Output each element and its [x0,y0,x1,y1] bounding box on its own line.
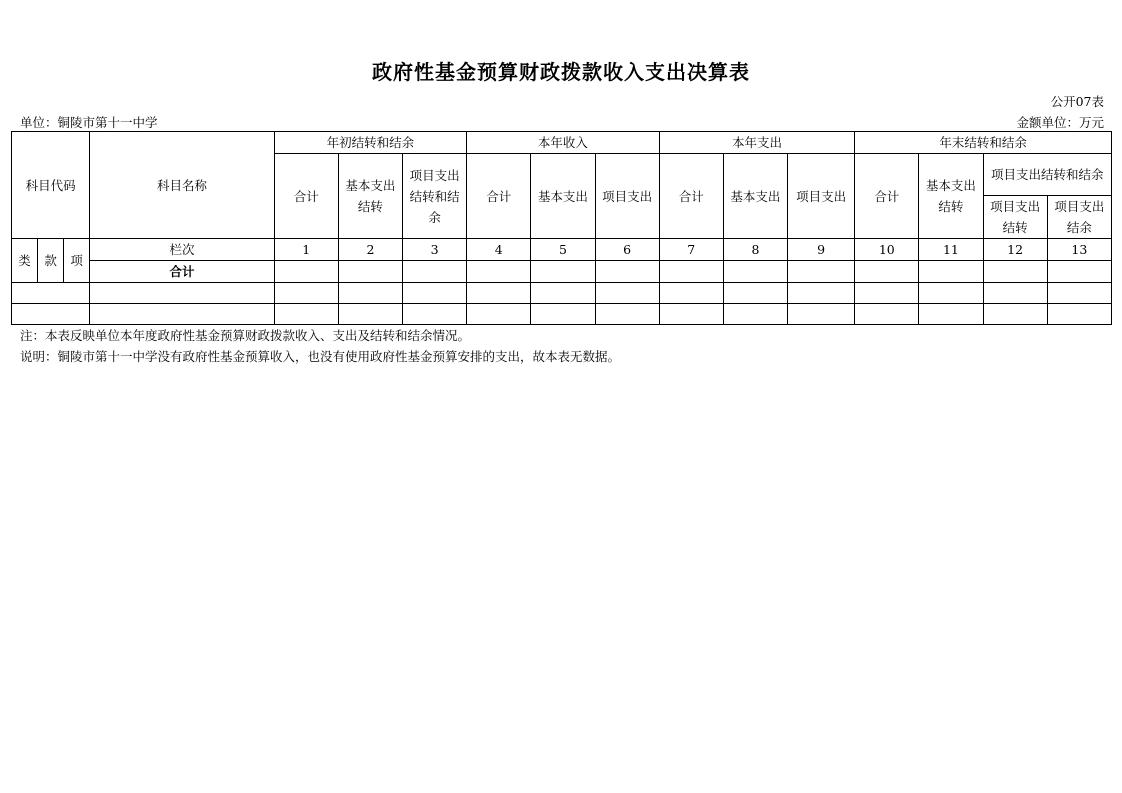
table-cell [90,283,274,304]
table-cell [723,261,787,283]
column-number: 6 [595,239,659,261]
header-expense-project: 项目支出 [788,154,855,239]
header-kuan: 款 [38,239,64,283]
table-cell [467,283,531,304]
column-number: 9 [788,239,855,261]
table-cell [274,304,338,325]
table-cell [338,304,402,325]
column-number: 4 [467,239,531,261]
table-cell [1047,304,1111,325]
header-income-project: 项目支出 [595,154,659,239]
table-cell [595,304,659,325]
budget-table [11,131,1112,325]
header-end-project-carry: 项目支出结转 [983,196,1047,239]
table-cell [12,304,90,325]
table-cell [595,261,659,283]
table-cell [919,283,983,304]
header-income-basic: 基本支出 [531,154,595,239]
table-cell [403,283,467,304]
table-cell [983,283,1047,304]
page-title: 政府性基金预算财政拨款收入支出决算表 [372,60,750,84]
total-row-label: 合计 [90,261,274,283]
column-number: 3 [403,239,467,261]
table-cell [1047,261,1111,283]
header-end-total: 合计 [855,154,919,239]
table-cell [659,261,723,283]
header-row-1 [12,132,1112,154]
column-number: 1 [274,239,338,261]
table-cell [983,304,1047,325]
table-cell [531,261,595,283]
amount-unit: 金额单位：万元 [1016,115,1104,130]
header-group-begin: 年初结转和结余 [274,132,467,154]
column-number: 11 [919,239,983,261]
table-cell [467,261,531,283]
column-number: 2 [338,239,402,261]
table-explanation: 说明：铜陵市第十一中学没有政府性基金预算收入，也没有使用政府性基金预算安排的支出，故本表无数据。 [20,349,621,364]
table-cell [274,283,338,304]
column-number: 5 [531,239,595,261]
table-cell [788,261,855,283]
table-cell [788,283,855,304]
column-number: 10 [855,239,919,261]
table-note: 注：本表反映单位本年度政府性基金预算财政拨款收入、支出及结转和结余情况。 [20,328,471,343]
table-cell [855,261,919,283]
header-end-project-balance: 项目支出结余 [1047,196,1111,239]
column-number: 7 [659,239,723,261]
table-cell [723,304,787,325]
table-row [12,283,1112,304]
table-cell [90,304,274,325]
table-cell [531,283,595,304]
table-cell [531,304,595,325]
column-number: 12 [983,239,1047,261]
table-cell [403,304,467,325]
header-end-basic-carry: 基本支出结转 [919,154,983,239]
header-expense-total: 合计 [659,154,723,239]
header-begin-basic-carry: 基本支出结转 [338,154,402,239]
header-group-income: 本年收入 [467,132,660,154]
table-cell [595,283,659,304]
header-name: 科目名称 [90,132,274,239]
table-cell [12,283,90,304]
table-cell [403,261,467,283]
table-cell [855,283,919,304]
header-xiang: 项 [64,239,90,283]
header-end-project-carry-balance: 项目支出结转和结余 [983,154,1111,196]
table-cell [274,261,338,283]
total-row [12,261,1112,283]
header-lanci: 栏次 [90,239,274,261]
table-cell [1047,283,1111,304]
table-cell [338,261,402,283]
table-cell [919,304,983,325]
table-cell [919,261,983,283]
table-cell [338,283,402,304]
column-number: 8 [723,239,787,261]
header-group-expense: 本年支出 [659,132,855,154]
table-row [12,304,1112,325]
header-group-end: 年末结转和结余 [855,132,1112,154]
table-cell [659,304,723,325]
table-cell [467,304,531,325]
column-number-row [12,239,1112,261]
table-cell [723,283,787,304]
table-number: 公开07表 [1050,94,1104,109]
header-lei: 类 [12,239,38,283]
table-cell [788,304,855,325]
header-income-total: 合计 [467,154,531,239]
table-cell [855,304,919,325]
header-begin-project-carry-balance: 项目支出结转和结余 [403,154,467,239]
column-number: 13 [1047,239,1111,261]
table-cell [659,283,723,304]
header-begin-total: 合计 [274,154,338,239]
header-code: 科目代码 [12,132,90,239]
table-cell [983,261,1047,283]
reporting-unit: 单位：铜陵市第十一中学 [20,115,158,130]
header-expense-basic: 基本支出 [723,154,787,239]
